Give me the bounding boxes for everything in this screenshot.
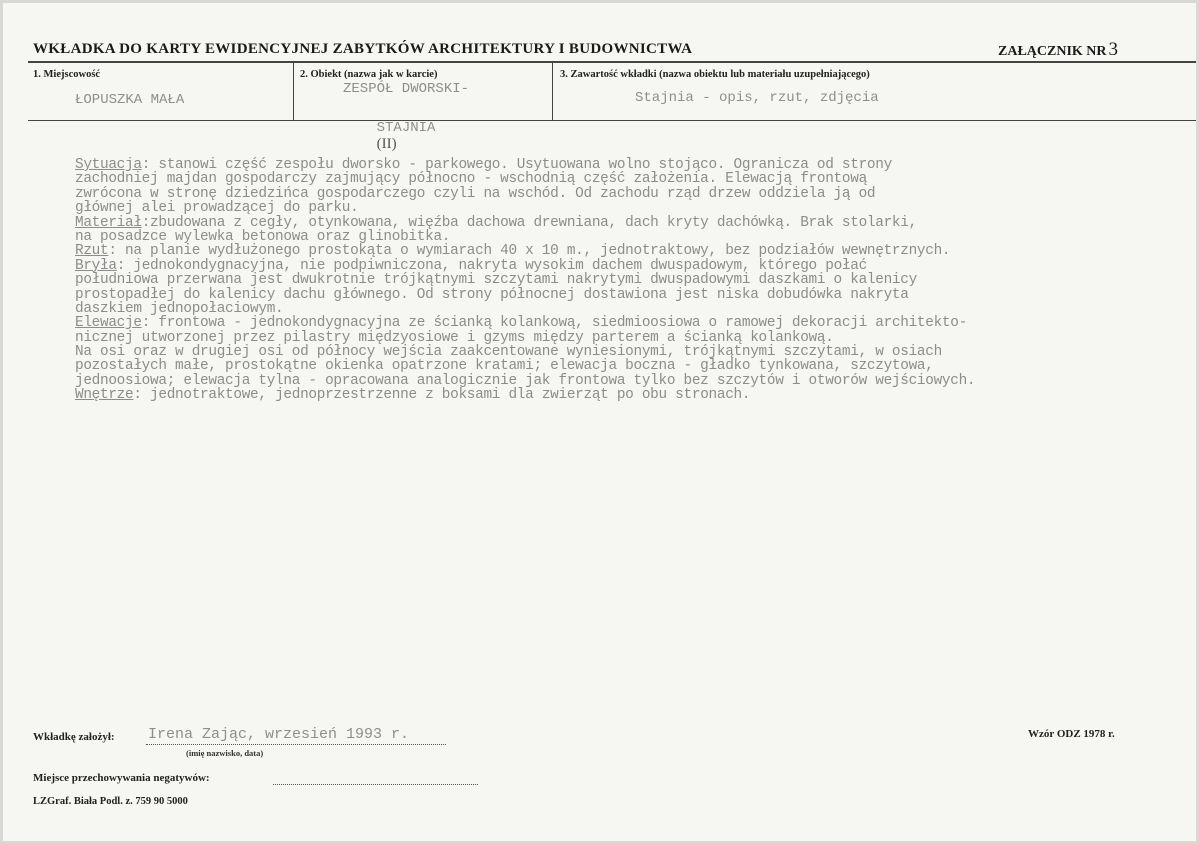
description-line-text: : jednotraktowe, jednoprzestrzenne z boksami dla zwierząt po obu stronach. xyxy=(133,387,751,404)
description-line xyxy=(75,158,1195,172)
description-line-text: : frontowa - jednokondygnacyjna ze ścianką kolankową, siedmioosiowa o ramowej dekoracji architekto- xyxy=(141,315,967,332)
section-keyword: Materiał xyxy=(75,214,142,231)
description-line-text: Na osi oraz w drugiej osi od północy wejścia zaakcentowane wyniesionymi, trójkątnymi szczytami, w osiach xyxy=(75,344,942,361)
annex-number xyxy=(998,39,1118,61)
description-line-text: na posadzce wylewka betonowa oraz glinobitka. xyxy=(75,228,451,245)
section-keyword: Sytuacja xyxy=(75,157,142,173)
section-keyword: Wnętrze xyxy=(75,387,134,404)
form-title: WKŁADKA DO KARTY EWIDENCYJNEJ ZABYTKÓW ARCHITEKTURY I BUDOWNICTWA xyxy=(33,41,693,57)
annex-label: ZAŁĄCZNIK NR xyxy=(998,44,1107,59)
description-line xyxy=(75,244,1195,258)
description-line xyxy=(75,331,1195,345)
prepared-label: Wkładkę założył: xyxy=(33,731,115,743)
description-line-text: pozostałych małe, prostokątne okienka opatrzone kratami; elewacja boczna - gładko tynkowana, szczytowa, xyxy=(75,358,934,375)
storage-dotted-line xyxy=(273,784,478,785)
description-line xyxy=(75,187,1195,201)
storage-label: Miejsce przechowywania negatywów: xyxy=(33,772,210,784)
fields-rule-bottom xyxy=(28,120,1196,121)
description-line xyxy=(75,316,1195,330)
description-line-text: zwrócona w stronę dziedzińca gospodarczego czyli na wschód. Od zachodu rząd drzew oddziela ją od xyxy=(75,185,876,202)
prepared-hint: (imię nazwisko, data) xyxy=(186,748,264,758)
object-value-line1: ZESPÓŁ DWORSKI- xyxy=(343,81,470,97)
description-line-text: głównej alei prowadzącej do parku. xyxy=(75,200,359,217)
object-value-mark: (II) xyxy=(376,136,397,152)
description-line-text: : jednokondygnacyjna, nie podpiwniczona, nakryta wysokim dachem dwuspadowym, którego połać xyxy=(116,257,867,274)
inventory-card-insert xyxy=(3,3,1196,841)
printer-label: LZGraf. Biała Podl. z. 759 90 5000 xyxy=(33,796,188,807)
description-line-text: daszkiem jednopołaciowym. xyxy=(75,300,284,317)
description-line xyxy=(75,230,1195,244)
description-line-text: zachodniej majdan gospodarczy zajmujący północno - wschodnią część założenia. Elewacją frontową xyxy=(75,171,867,188)
form-template-label: Wzór ODZ 1978 r. xyxy=(1028,728,1115,740)
contents-value: Stajnia - opis, rzut, zdjęcia xyxy=(635,90,879,106)
contents-label: 3. Zawartość wkładki (nazwa obiektu lub materiału uzupełniającego) xyxy=(560,69,870,80)
locality-value: ŁOPUSZKA MAŁA xyxy=(75,92,185,108)
description-line xyxy=(75,345,1195,359)
section-keyword: Bryła xyxy=(75,257,117,274)
description-line xyxy=(75,216,1195,230)
prepared-value: Irena Zając, wrzesień 1993 r. xyxy=(148,726,410,743)
description-line-text: południowa przerwana jest dwukrotnie trójkątnymi szczytami nakrytymi dwuspadowymi daszkami o kalenicy xyxy=(75,272,917,289)
fields-divider-2 xyxy=(552,61,553,121)
description-line xyxy=(75,374,1195,388)
section-keyword: Rzut xyxy=(75,243,109,260)
header-rule-top xyxy=(28,61,1196,63)
description-line-text: :zbudowana z cegły, otynkowana, więźba dachowa drewniana, dach kryty dachówką. Brak stolarki, xyxy=(141,214,917,231)
description-line-text: : stanowi część zespołu dworsko - parkowego. Usytuowana wolno stojąco. Ogranicza od strony xyxy=(141,157,892,173)
section-keyword: Elewacje xyxy=(75,315,142,332)
locality-label: 1. Miejscowość xyxy=(33,69,101,80)
description-line-text: prostopadłej do kalenicy dachu głównego. Od strony północnej dostawiona jest niska dobudówka nakryta xyxy=(75,286,909,303)
description-line xyxy=(75,288,1195,302)
fields-divider-1 xyxy=(293,61,294,121)
object-label: 2. Obiekt (nazwa jak w karcie) xyxy=(300,69,438,80)
annex-number-value: 3 xyxy=(1108,39,1119,60)
description-line xyxy=(75,359,1195,373)
description-text xyxy=(75,158,1195,403)
description-line xyxy=(75,259,1195,273)
description-line-text: jednoosiowa; elewacja tylna - opracowana analogicznie jak frontowa tylko bez szczytów i otworów wejściowych. xyxy=(75,372,976,389)
description-line xyxy=(75,302,1195,316)
object-value-name: STAJNIA xyxy=(376,120,436,136)
description-line xyxy=(75,388,1195,402)
description-line-text: nicznej utworzonej przez pilastry międzyosiowe i gzyms między parterem a ścianką kolankową. xyxy=(75,329,834,346)
description-line xyxy=(75,273,1195,287)
description-line xyxy=(75,172,1195,186)
prepared-dotted-line xyxy=(146,744,446,745)
description-line-text: : na planie wydłużonego prostokąta o wymiarach 40 x 10 m., jednotraktowy, bez podziałów wewnętrznych. xyxy=(108,243,951,260)
description-line xyxy=(75,201,1195,215)
